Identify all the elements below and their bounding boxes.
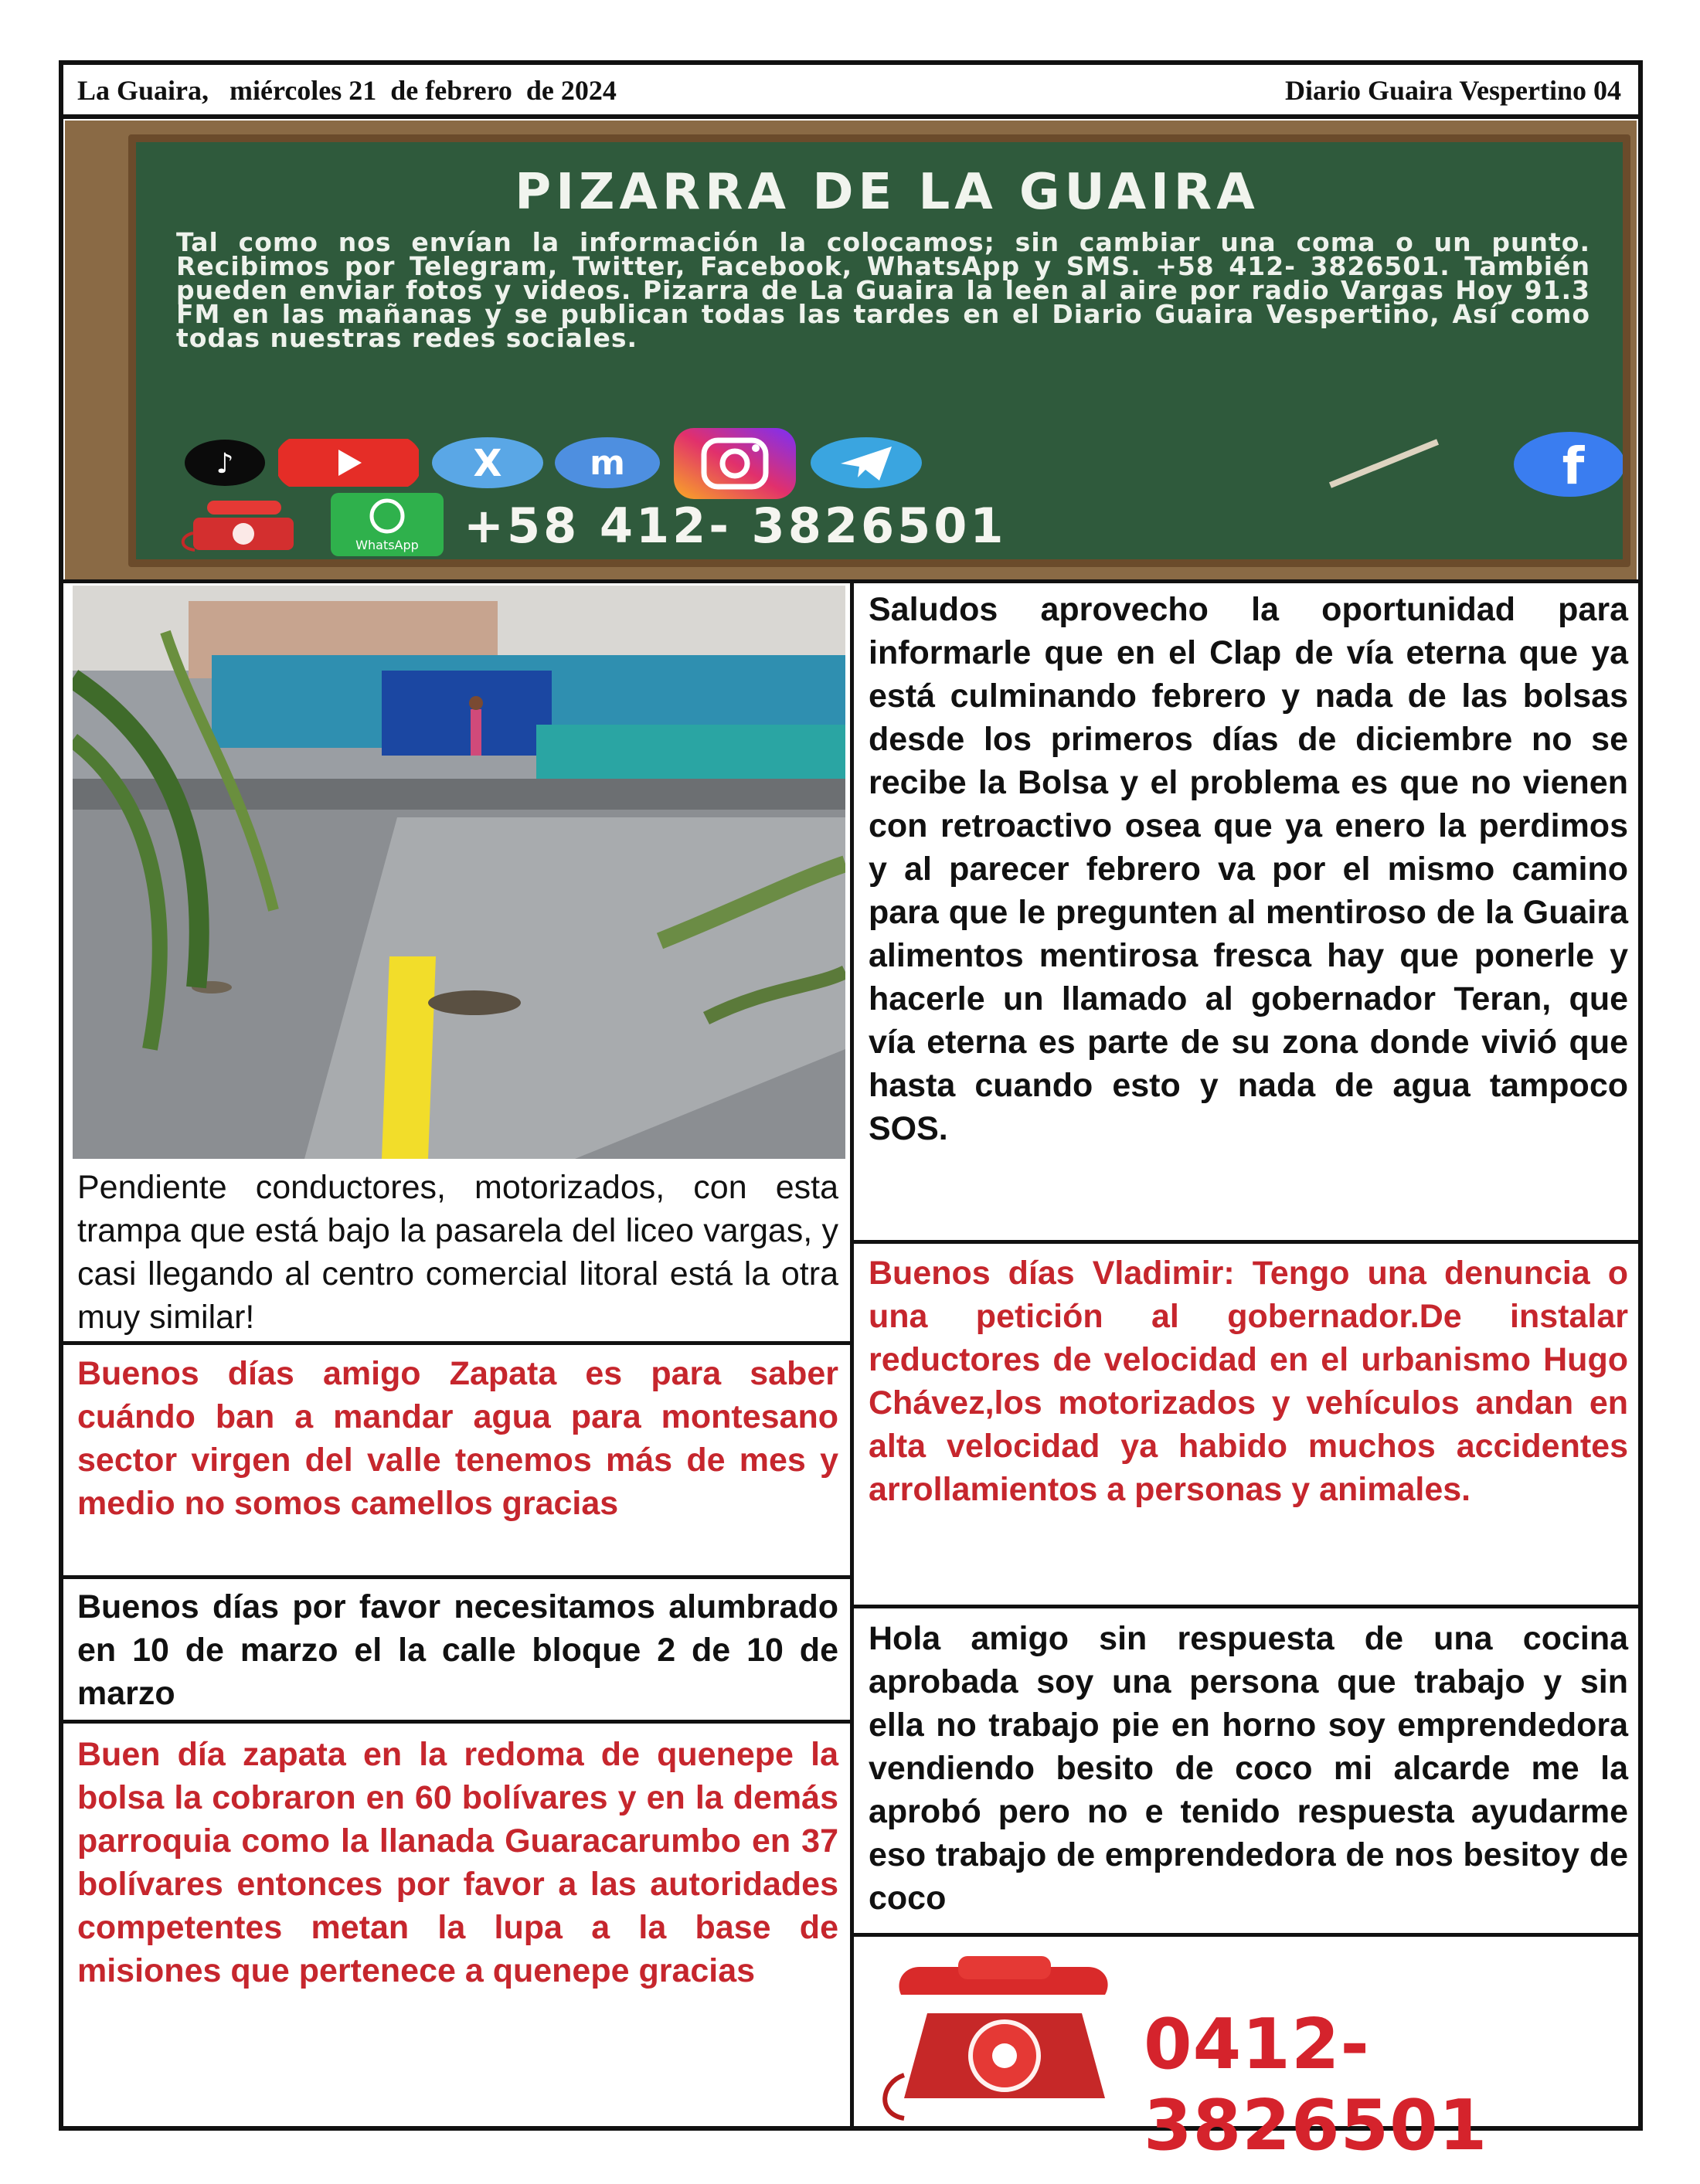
divider	[852, 1605, 1638, 1608]
telegram-icon	[808, 436, 924, 490]
divider	[63, 579, 1638, 583]
divider	[63, 1720, 852, 1724]
page-header	[63, 65, 1638, 119]
mastodon-icon	[553, 436, 661, 490]
instagram-icon	[669, 425, 801, 502]
photo-caption: Pendiente conductores, motorizados, con esta trampa que está bajo la pasarela del liceo vargas, y casi llegando al centro comercial litoral está la otra muy similar!	[77, 1169, 838, 1336]
youtube-icon	[275, 436, 422, 490]
svg-text:f: f	[1562, 436, 1585, 496]
telephone-icon	[176, 494, 308, 556]
street-photo	[73, 586, 845, 1159]
message-left-3: Buen día zapata en la redoma de quenepe la bolsa la cobraron en 60 bolívares y en la demás parroquia como la llanada Guaracarumbo en 37 bolívares entonces por favor a las autoridades competentes metan la lupa a la base de misiones que pertenece a quenepe gracias	[77, 1736, 838, 1989]
divider	[63, 1575, 852, 1579]
board-title: PIZARRA DE LA GUAIRA	[515, 164, 1260, 221]
column-divider	[850, 579, 854, 2131]
street-photo-illustration	[73, 586, 845, 1159]
divider	[852, 1240, 1638, 1244]
message-right-3: Hola amigo sin respuesta de una cocina aprobada soy una persona que trabajo y sin ella no trabajo pie en horno soy emprendedora vendiendo besito de coco mi alcarde me la aprobó pero no e tenido respuesta ayudarme eso trabajo de emprendedora de nos besitoy de coco	[869, 1620, 1628, 1917]
board-text: Tal como nos envían la información la colocamos; sin cambiar una coma o un punto. Recibimos por Telegram, Twitter, Facebook, WhatsApp y SMS. +58 412- 3826501. También pueden enviar fotos y videos. Pizarra de La Guaira la leen al aire por radio Vargas Hoy 91.3 FM en las mañanas y se publican todas las tardes en el Diario Guaira Vespertino, Así como todas nuestras redes sociales.	[176, 227, 1590, 353]
tiktok-icon	[182, 436, 267, 490]
x-icon	[430, 436, 546, 490]
whatsapp-icon	[329, 491, 445, 558]
chalkboard	[128, 134, 1630, 567]
chalk-stick	[1329, 439, 1439, 488]
svg-text:m: m	[590, 443, 625, 483]
header-date: La Guaira, miércoles 21 de febrero de 2024	[77, 75, 617, 106]
message-left-2: Buenos días por favor necesitamos alumbrado en 10 de marzo el la calle bloque 2 de 10 de marzo	[77, 1588, 838, 1712]
svg-text:WhatsApp: WhatsApp	[355, 538, 419, 552]
footer-phone: 0412-3826501	[1144, 2004, 1488, 2166]
divider	[852, 1933, 1638, 1937]
message-right-1: Saludos aprovecho la oportunidad para informarle que en el Clap de vía eterna que ya está culminando febrero y nada de las bolsas desde los primeros días de diciembre no se recibe la Bolsa y el problema es que no vienen con retroactivo osea que ya enero la perdimos y al parecer febrero va por el mismo camino para que le pregunten al mentiroso de la Guaira alimentos mentirosa fresca hay que ponerle y hacerle un llamado al gobernador Teran, que vía eterna es parte de su zona donde vivió que hasta cuando esto y nada de agua tampoco SOS.	[869, 591, 1628, 1147]
header-edition: Diario Guaira Vespertino 04	[1284, 75, 1621, 106]
svg-text:X: X	[473, 442, 502, 485]
pizarra-banner	[65, 121, 1637, 579]
telephone-icon	[873, 1944, 1136, 2121]
board-phone: +58 412- 3826501	[464, 498, 1007, 554]
message-right-2: Buenos días Vladimir: Tengo una denuncia o una petición al gobernador.De instalar reductores de velocidad en el urbanismo Hugo Chávez,los motorizados y vehículos andan en alta velocidad ya habido muchos accidentes arrollamientos a personas y animales.	[869, 1255, 1628, 1508]
message-left-1: Buenos días amigo Zapata es para saber cuándo ban a mandar agua para montesano sector virgen del valle tenemos más de mes y medio no somos camellos gracias	[77, 1355, 838, 1522]
svg-text:♪: ♪	[216, 448, 234, 480]
divider	[63, 1341, 852, 1345]
facebook-icon	[1511, 430, 1627, 499]
